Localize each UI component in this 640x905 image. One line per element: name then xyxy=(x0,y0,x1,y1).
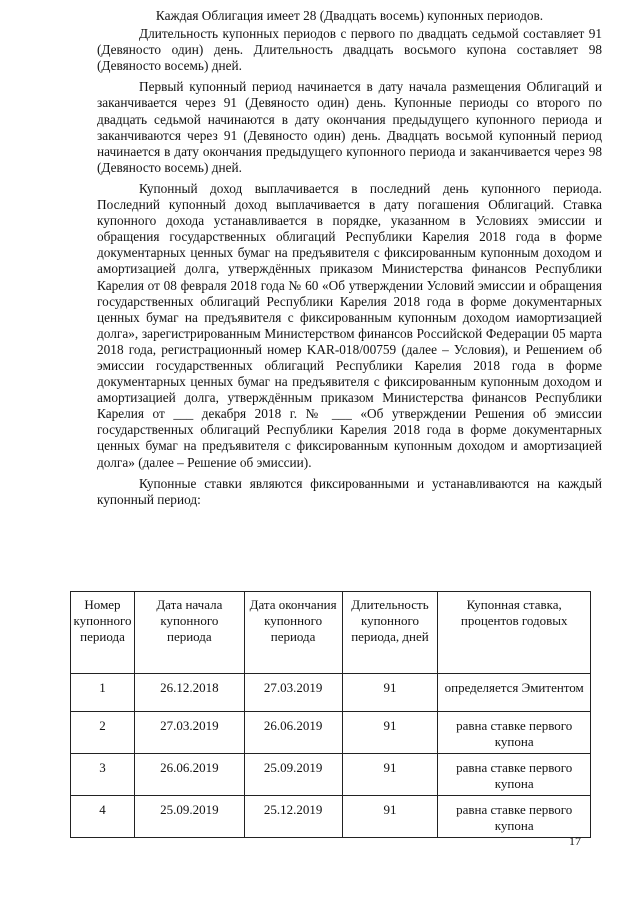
cell-duration: 91 xyxy=(342,754,438,796)
table-row xyxy=(71,754,591,796)
cell-number: 2 xyxy=(71,712,135,754)
paragraph-coupon-periods: Первый купонный период начинается в дату начала размещения Облигаций и заканчивается через 91 (Девяносто один) день. Купонные периоды со второго по двадцать седьмой начинаются в дату окончания предыдущего купонного периода и заканчиваются через 91 (Девяносто один) день. Двадцать восьмой купонный период начинается в дату окончания предыдущего купонного периода и заканчивается через 98 (Девяносто восемь) дней. xyxy=(97,79,602,175)
table-row xyxy=(71,796,591,838)
page-number: 17 xyxy=(569,834,581,848)
paragraph-coupon-duration: Длительность купонных периодов с первого по двадцать седьмой составляет 91 (Девяносто один) день. Длительность двадцать восьмого купона составляет 98 (Девяносто восемь) дней. xyxy=(97,26,602,74)
header-rate: Купонная ставка, процентов годовых xyxy=(438,592,591,674)
cell-rate: равна ставке первого купона xyxy=(438,754,591,796)
coupon-table xyxy=(70,591,591,838)
cell-start-date: 26.12.2018 xyxy=(134,674,244,712)
paragraph-coupon-count: Каждая Облигация имеет 28 (Двадцать восемь) купонных периодов. xyxy=(155,8,544,23)
table-row xyxy=(71,712,591,754)
cell-duration: 91 xyxy=(342,674,438,712)
cell-number: 1 xyxy=(71,674,135,712)
cell-start-date: 27.03.2019 xyxy=(134,712,244,754)
table-row xyxy=(71,674,591,712)
cell-duration: 91 xyxy=(342,796,438,838)
cell-number: 4 xyxy=(71,796,135,838)
cell-number: 3 xyxy=(71,754,135,796)
header-start-date: Дата начала купонного периода xyxy=(134,592,244,674)
cell-end-date: 26.06.2019 xyxy=(244,712,342,754)
cell-duration: 91 xyxy=(342,712,438,754)
paragraph-table-intro: Купонные ставки являются фиксированными и устанавливаются на каждый купонный период: xyxy=(97,475,602,507)
cell-end-date: 25.12.2019 xyxy=(244,796,342,838)
cell-end-date: 25.09.2019 xyxy=(244,754,342,796)
cell-start-date: 25.09.2019 xyxy=(134,796,244,838)
table-header-row xyxy=(71,592,591,674)
cell-rate: равна ставке первого купона xyxy=(438,712,591,754)
header-end-date: Дата окончания купонного периода xyxy=(244,592,342,674)
paragraph-coupon-income: Купонный доход выплачивается в последний день купонного периода. Последний купонный доход выплачивается в дату погашения Облигаций. Ставка купонного дохода устанавливается в порядке, указанном в Условиях эмиссии и обращения государственных облигаций Республики Карелия 2018 года в форме документарных ценных бумаг на предъявителя с фиксированным купонным доходом и амортизацией долга, утверждённых приказом Министерства финансов Республики Карелия от 08 февраля 2018 года № 60 «Об утверждении Условий эмиссии и обращения государственных облигаций Республики Карелия 2018 года в форме документарных ценных бумаг на предъявителя с фиксированным купонным доходом иамортизацией долга», зарегистрированным Министерством финансов Российской Федерации 05 марта 2018 года, регистрационный номер KAR-018/00759 (далее – Условия), и Решением об эмиссии государственных облигаций Республики Карелия 2018 года в форме документарных ценных бумаг на предъявителя с фиксированным купонным доходом и амортизацией долга, утверждённым приказом Министерства финансов Республики Карелия от ___ декабря 2018 г. № ___ «Об утверждении Решения об эмиссии государственных облигаций Республики Карелия 2018 года в форме документарных ценных бумаг на предъявителя с фиксированным купонным доходом и амортизацией долга» (далее – Решение об эмиссии). xyxy=(97,180,602,470)
cell-rate: равна ставке первого купона xyxy=(438,796,591,838)
cell-rate: определяется Эмитентом xyxy=(438,674,591,712)
header-duration: Длительность купонного периода, дней xyxy=(342,592,438,674)
cell-end-date: 27.03.2019 xyxy=(244,674,342,712)
header-number: Номер купонного периода xyxy=(71,592,135,674)
body-text xyxy=(97,8,602,508)
cell-start-date: 26.06.2019 xyxy=(134,754,244,796)
